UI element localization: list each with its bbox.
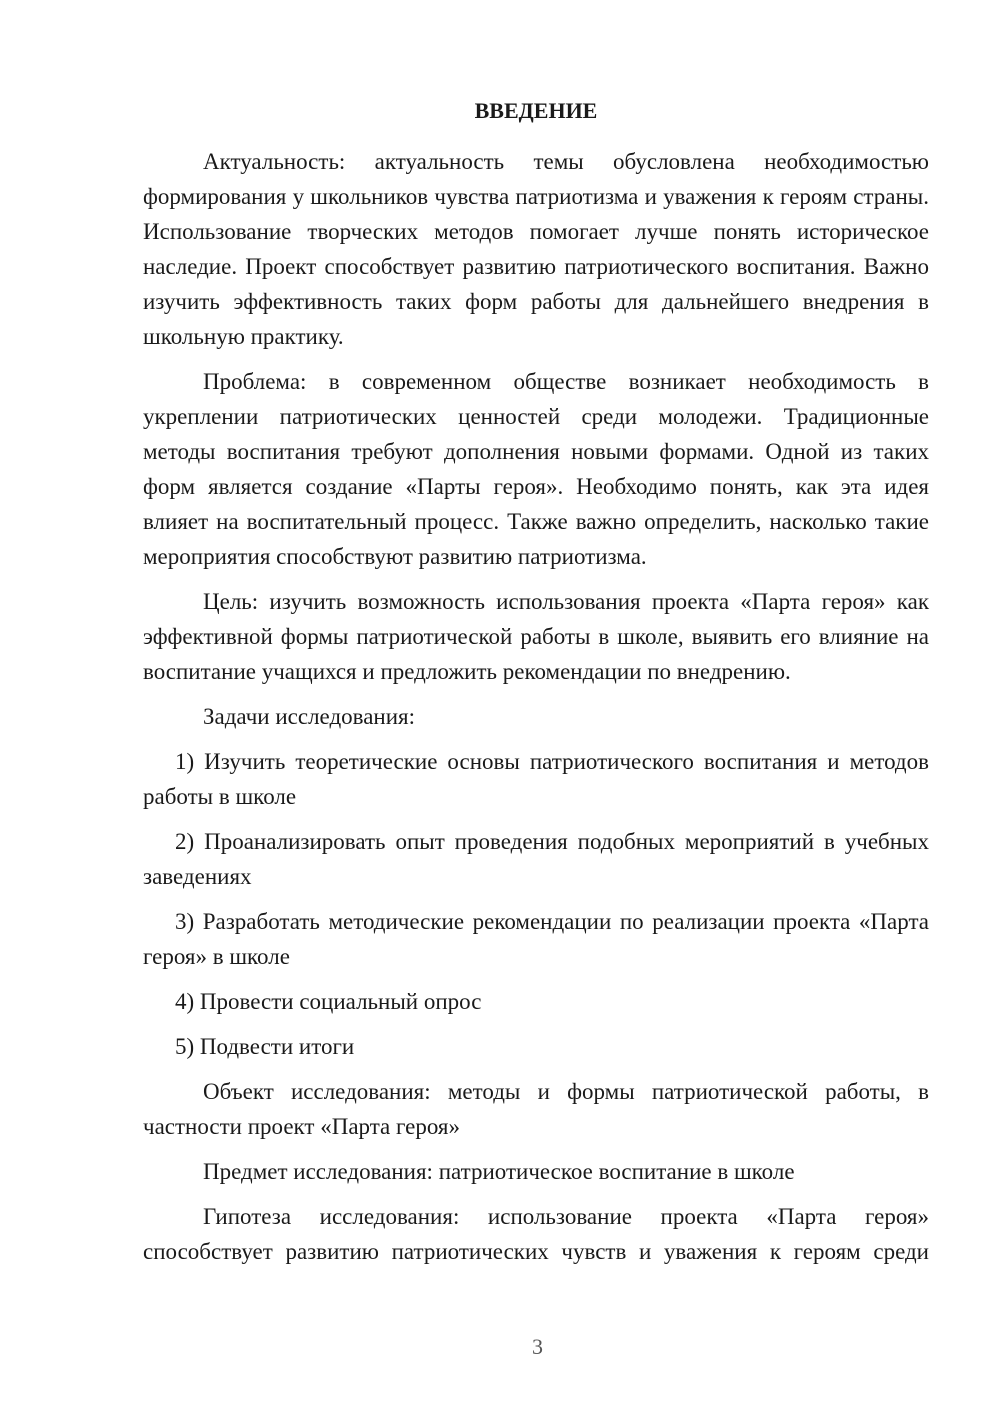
page-number: 3 [532, 1334, 543, 1359]
page-content [143, 96, 929, 1269]
section-heading: ВВЕДЕНИЕ [474, 98, 598, 123]
research-object-paragraph: Объект исследования: методы и формы патриотической работы, в частности проект «Парта героя» [143, 1079, 929, 1139]
hypothesis-paragraph: Гипотеза исследования: использование проекта «Парта героя» способствует развитию патриотических чувств и уважения к героям среди [143, 1204, 929, 1264]
goal-paragraph: Цель: изучить возможность использования проекта «Парта героя» как эффективной формы патриотической работы в школе, выявить его влияние на воспитание учащихся и предложить рекомендации по внедрению. [143, 589, 929, 684]
task-item: 1) Изучить теоретические основы патриотического воспитания и методов работы в школе [143, 749, 929, 809]
research-subject-paragraph: Предмет исследования: патриотическое воспитание в школе [203, 1159, 795, 1184]
task-item: 4) Провести социальный опрос [175, 989, 482, 1014]
problem-paragraph: Проблема: в современном обществе возникает необходимость в укреплении патриотических ценностей среди молодежи. Традиционные методы воспитания требуют дополнения новыми формами. Одной из таких форм является создание «Парты героя». Необходимо понять, как эта идея влияет на воспитательный процесс. Также важно определить, насколько такие мероприятия способствуют развитию патриотизма. [143, 369, 929, 569]
tasks-list [143, 744, 929, 1064]
tasks-heading: Задачи исследования: [203, 704, 416, 729]
relevance-paragraph: Актуальность: актуальность темы обусловлена необходимостью формирования у школьников чувства патриотизма и уважения к героям страны. Использование творческих методов помогает лучше понять историческое наследие. Проект способствует развитию патриотического воспитания. Важно изучить эффективность таких форм работы для дальнейшего внедрения в школьную практику. [143, 149, 929, 349]
task-item: 2) Проанализировать опыт проведения подобных мероприятий в учебных заведениях [143, 829, 929, 889]
task-item: 3) Разработать методические рекомендации по реализации проекта «Парта героя» в школе [143, 909, 929, 969]
task-item: 5) Подвести итоги [175, 1034, 355, 1059]
